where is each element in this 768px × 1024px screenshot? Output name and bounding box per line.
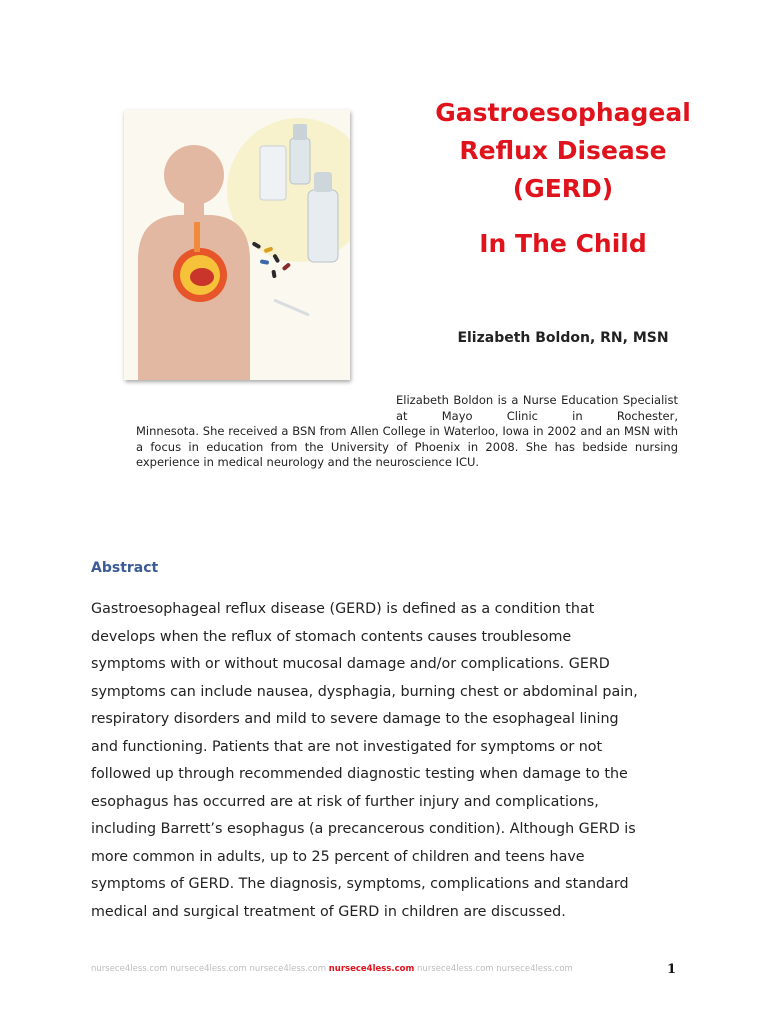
gerd-child-illustration — [124, 110, 350, 380]
author-name: Elizabeth Boldon, RN, MSN — [457, 330, 669, 346]
abstract-line: symptoms can include nausea, dysphagia, burning chest or abdominal pain, — [91, 683, 638, 700]
page-number: 1 — [667, 962, 677, 977]
abstract-line: more common in adults, up to 25 percent of children and teens have — [91, 848, 585, 865]
abstract-line: medical and surgical treatment of GERD in children are discussed. — [91, 903, 566, 920]
footer-watermark — [91, 964, 573, 974]
abstract-line: develops when the reflux of stomach contents causes troublesome — [91, 628, 572, 645]
footer-text-after: nursece4less.com nursece4less.com — [417, 964, 573, 974]
title-line-1: Gastroesophageal — [435, 98, 691, 127]
document-title — [380, 94, 746, 208]
abstract-line: respiratory disorders and mild to severe damage to the esophageal lining — [91, 711, 619, 727]
title-line-2: Reflux Disease — [459, 136, 667, 165]
document-subtitle: In The Child — [479, 229, 647, 258]
abstract-line: followed up through recommended diagnostic testing when damage to the — [91, 766, 628, 782]
author-bio-intro: Elizabeth Boldon is a Nurse Education Specialist at Mayo Clinic in Rochester, — [396, 393, 678, 423]
abstract-line: symptoms with or without mucosal damage and/or complications. GERD — [91, 656, 610, 672]
abstract-line: and functioning. Patients that are not investigated for symptoms or not — [91, 738, 603, 755]
footer-link[interactable]: nursece4less.com — [328, 964, 415, 974]
abstract-line: Gastroesophageal reflux disease (GERD) is defined as a condition that — [91, 601, 595, 617]
abstract-heading: Abstract — [91, 560, 159, 576]
abstract-text — [91, 596, 711, 926]
title-line-3: (GERD) — [512, 174, 614, 203]
abstract-line: including Barrett’s esophagus (a precancerous condition). Although GERD is — [91, 821, 636, 837]
abstract-line: symptoms of GERD. The diagnosis, symptoms, complications and standard — [91, 876, 629, 892]
author-bio-text: Minnesota. She received a BSN from Allen College in Waterloo, Iowa in 2002 and an MSN with a focus in education from the University of Phoenix in 2008. She has bedside nursing experience in medical neurology and the neuroscience ICU. — [136, 424, 678, 469]
abstract-line: esophagus has occurred are at risk of further injury and complications, — [91, 793, 599, 810]
footer-text-before: nursece4less.com nursece4less.com nursece4less.com — [91, 964, 327, 974]
